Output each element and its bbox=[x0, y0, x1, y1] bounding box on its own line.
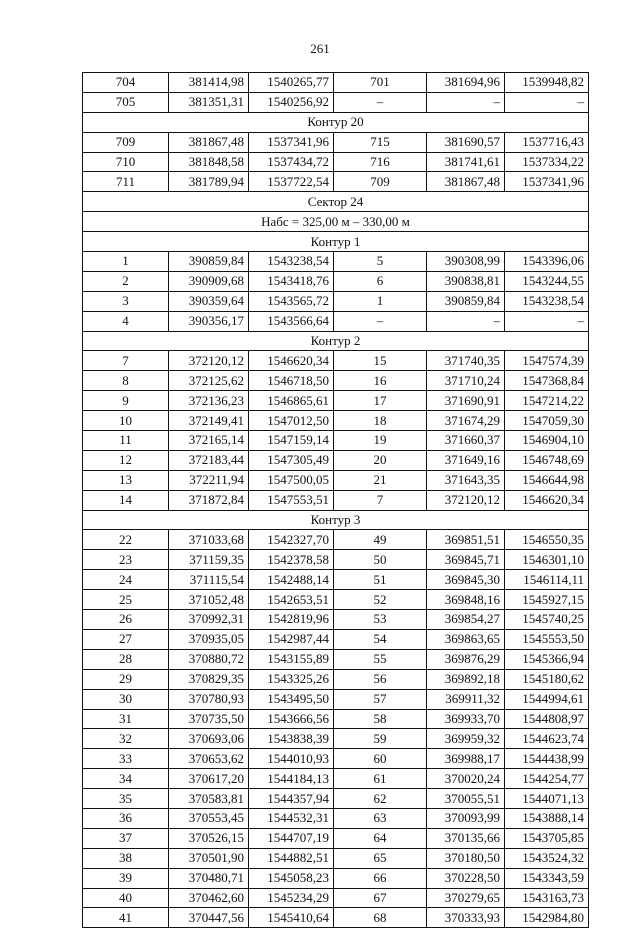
x-coordinate: 372136,23 bbox=[169, 391, 249, 411]
point-number: 28 bbox=[83, 649, 169, 669]
x-coordinate: 370992,31 bbox=[169, 610, 249, 630]
point-number: 59 bbox=[334, 729, 427, 749]
x-coordinate: 390838,81 bbox=[427, 271, 505, 291]
y-coordinate: 1537334,22 bbox=[505, 152, 589, 172]
y-coordinate: 1546865,61 bbox=[249, 391, 334, 411]
x-coordinate: 370501,90 bbox=[169, 848, 249, 868]
point-number: 14 bbox=[83, 490, 169, 510]
table-row bbox=[83, 132, 589, 152]
point-number: 11 bbox=[83, 431, 169, 451]
coordinates-table-body bbox=[83, 73, 589, 928]
x-coordinate: 371674,29 bbox=[427, 411, 505, 431]
x-coordinate: 370333,93 bbox=[427, 908, 505, 928]
point-number: 24 bbox=[83, 570, 169, 590]
x-coordinate: 381867,48 bbox=[427, 172, 505, 192]
point-number: 40 bbox=[83, 888, 169, 908]
point-number: 13 bbox=[83, 470, 169, 490]
point-number: 21 bbox=[334, 470, 427, 490]
point-number: 29 bbox=[83, 669, 169, 689]
x-coordinate: 370553,45 bbox=[169, 808, 249, 828]
x-coordinate: 369851,51 bbox=[427, 530, 505, 550]
x-coordinate: 371033,68 bbox=[169, 530, 249, 550]
table-row bbox=[83, 450, 589, 470]
y-coordinate: 1544994,61 bbox=[505, 689, 589, 709]
section-heading: Сектор 24 bbox=[83, 192, 589, 212]
y-coordinate: 1544254,77 bbox=[505, 769, 589, 789]
point-number: 10 bbox=[83, 411, 169, 431]
x-coordinate: 390859,84 bbox=[427, 291, 505, 311]
x-coordinate: 372165,14 bbox=[169, 431, 249, 451]
y-coordinate: 1545740,25 bbox=[505, 610, 589, 630]
x-coordinate: 371159,35 bbox=[169, 550, 249, 570]
point-number: 41 bbox=[83, 908, 169, 928]
point-number: 3 bbox=[83, 291, 169, 311]
y-coordinate: 1539948,82 bbox=[505, 73, 589, 93]
y-coordinate: 1540256,92 bbox=[249, 92, 334, 112]
y-coordinate: 1547553,51 bbox=[249, 490, 334, 510]
y-coordinate: 1547368,84 bbox=[505, 371, 589, 391]
y-coordinate: 1544532,31 bbox=[249, 808, 334, 828]
x-coordinate: 370780,93 bbox=[169, 689, 249, 709]
section-heading: Контур 20 bbox=[83, 112, 589, 132]
y-coordinate: 1544071,13 bbox=[505, 789, 589, 809]
y-coordinate: 1537716,43 bbox=[505, 132, 589, 152]
x-coordinate: 372125,62 bbox=[169, 371, 249, 391]
point-number: 23 bbox=[83, 550, 169, 570]
x-coordinate: 370020,24 bbox=[427, 769, 505, 789]
x-coordinate: 370055,51 bbox=[427, 789, 505, 809]
y-coordinate: 1543495,50 bbox=[249, 689, 334, 709]
point-number: 37 bbox=[83, 828, 169, 848]
y-coordinate: 1537434,72 bbox=[249, 152, 334, 172]
point-number: 715 bbox=[334, 132, 427, 152]
point-number: 19 bbox=[334, 431, 427, 451]
table-row bbox=[83, 291, 589, 311]
y-coordinate: 1544808,97 bbox=[505, 709, 589, 729]
point-number: 1 bbox=[83, 252, 169, 272]
y-coordinate: 1544438,99 bbox=[505, 749, 589, 769]
point-number: 27 bbox=[83, 629, 169, 649]
x-coordinate: 370135,66 bbox=[427, 828, 505, 848]
point-number: 15 bbox=[334, 351, 427, 371]
x-coordinate: 390909,68 bbox=[169, 271, 249, 291]
x-coordinate: 372149,41 bbox=[169, 411, 249, 431]
x-coordinate: 369892,18 bbox=[427, 669, 505, 689]
y-coordinate: 1545058,23 bbox=[249, 868, 334, 888]
y-coordinate: 1542819,96 bbox=[249, 610, 334, 630]
y-coordinate: 1543396,06 bbox=[505, 252, 589, 272]
y-coordinate: 1545180,62 bbox=[505, 669, 589, 689]
y-coordinate: 1547059,30 bbox=[505, 411, 589, 431]
y-coordinate: 1544623,74 bbox=[505, 729, 589, 749]
table-row bbox=[83, 828, 589, 848]
y-coordinate: 1546748,69 bbox=[505, 450, 589, 470]
y-coordinate: 1537722,54 bbox=[249, 172, 334, 192]
table-row bbox=[83, 73, 589, 93]
y-coordinate: 1546301,10 bbox=[505, 550, 589, 570]
point-number: 30 bbox=[83, 689, 169, 709]
y-coordinate: 1543524,32 bbox=[505, 848, 589, 868]
point-number: 2 bbox=[83, 271, 169, 291]
y-coordinate: 1547214,22 bbox=[505, 391, 589, 411]
table-row bbox=[83, 351, 589, 371]
table-row bbox=[83, 371, 589, 391]
y-coordinate: 1545553,50 bbox=[505, 629, 589, 649]
y-coordinate: 1546904,10 bbox=[505, 431, 589, 451]
x-coordinate: 369988,17 bbox=[427, 749, 505, 769]
y-coordinate: 1545410,64 bbox=[249, 908, 334, 928]
point-number: 8 bbox=[83, 371, 169, 391]
y-coordinate: 1545366,94 bbox=[505, 649, 589, 669]
x-coordinate: 381867,48 bbox=[169, 132, 249, 152]
point-number: 709 bbox=[334, 172, 427, 192]
table-row bbox=[83, 749, 589, 769]
y-coordinate: 1543238,54 bbox=[505, 291, 589, 311]
x-coordinate: 372120,12 bbox=[427, 490, 505, 510]
x-coordinate: 369845,71 bbox=[427, 550, 505, 570]
y-coordinate: 1542378,58 bbox=[249, 550, 334, 570]
y-coordinate: 1543343,59 bbox=[505, 868, 589, 888]
point-number: 68 bbox=[334, 908, 427, 928]
x-coordinate: 370653,62 bbox=[169, 749, 249, 769]
x-coordinate: 370180,50 bbox=[427, 848, 505, 868]
y-coordinate: 1547500,05 bbox=[249, 470, 334, 490]
x-coordinate: 381690,57 bbox=[427, 132, 505, 152]
point-number: 35 bbox=[83, 789, 169, 809]
point-number: 710 bbox=[83, 152, 169, 172]
point-number: 51 bbox=[334, 570, 427, 590]
point-number: 49 bbox=[334, 530, 427, 550]
point-number: 25 bbox=[83, 590, 169, 610]
table-row bbox=[83, 789, 589, 809]
section-row bbox=[83, 232, 589, 252]
point-number: 704 bbox=[83, 73, 169, 93]
x-coordinate: 372120,12 bbox=[169, 351, 249, 371]
point-number: 709 bbox=[83, 132, 169, 152]
y-coordinate: – bbox=[505, 311, 589, 331]
x-coordinate: 370526,15 bbox=[169, 828, 249, 848]
y-coordinate: 1547159,14 bbox=[249, 431, 334, 451]
section-heading: Контур 3 bbox=[83, 510, 589, 530]
x-coordinate: 390359,64 bbox=[169, 291, 249, 311]
table-row bbox=[83, 808, 589, 828]
y-coordinate: 1544357,94 bbox=[249, 789, 334, 809]
point-number: 7 bbox=[334, 490, 427, 510]
x-coordinate: 372211,94 bbox=[169, 470, 249, 490]
table-row bbox=[83, 311, 589, 331]
y-coordinate: 1542653,51 bbox=[249, 590, 334, 610]
y-coordinate: 1546718,50 bbox=[249, 371, 334, 391]
table-row bbox=[83, 391, 589, 411]
y-coordinate: 1546550,35 bbox=[505, 530, 589, 550]
y-coordinate: 1543155,89 bbox=[249, 649, 334, 669]
y-coordinate: 1544882,51 bbox=[249, 848, 334, 868]
table-row bbox=[83, 629, 589, 649]
x-coordinate: 381351,31 bbox=[169, 92, 249, 112]
table-row bbox=[83, 868, 589, 888]
point-number: 52 bbox=[334, 590, 427, 610]
point-number: 34 bbox=[83, 769, 169, 789]
x-coordinate: 381789,94 bbox=[169, 172, 249, 192]
y-coordinate: 1546620,34 bbox=[249, 351, 334, 371]
table-row bbox=[83, 729, 589, 749]
table-row bbox=[83, 689, 589, 709]
y-coordinate: 1537341,96 bbox=[505, 172, 589, 192]
section-row bbox=[83, 112, 589, 132]
x-coordinate: 370228,50 bbox=[427, 868, 505, 888]
y-coordinate: 1543838,39 bbox=[249, 729, 334, 749]
x-coordinate: – bbox=[427, 311, 505, 331]
table-row bbox=[83, 152, 589, 172]
y-coordinate: 1543666,56 bbox=[249, 709, 334, 729]
x-coordinate: 369911,32 bbox=[427, 689, 505, 709]
x-coordinate: 370462,60 bbox=[169, 888, 249, 908]
y-coordinate: 1542987,44 bbox=[249, 629, 334, 649]
point-number: 36 bbox=[83, 808, 169, 828]
y-coordinate: 1546620,34 bbox=[505, 490, 589, 510]
y-coordinate: 1543163,73 bbox=[505, 888, 589, 908]
x-coordinate: 369959,32 bbox=[427, 729, 505, 749]
table-row bbox=[83, 92, 589, 112]
point-number: 63 bbox=[334, 808, 427, 828]
point-number: – bbox=[334, 92, 427, 112]
y-coordinate: – bbox=[505, 92, 589, 112]
y-coordinate: 1544184,13 bbox=[249, 769, 334, 789]
table-row bbox=[83, 550, 589, 570]
x-coordinate: 369854,27 bbox=[427, 610, 505, 630]
x-coordinate: 371710,24 bbox=[427, 371, 505, 391]
x-coordinate: 371740,35 bbox=[427, 351, 505, 371]
point-number: 50 bbox=[334, 550, 427, 570]
table-row bbox=[83, 649, 589, 669]
point-number: 1 bbox=[334, 291, 427, 311]
point-number: 716 bbox=[334, 152, 427, 172]
point-number: 701 bbox=[334, 73, 427, 93]
y-coordinate: 1547574,39 bbox=[505, 351, 589, 371]
y-coordinate: 1546644,98 bbox=[505, 470, 589, 490]
x-coordinate: 370279,65 bbox=[427, 888, 505, 908]
x-coordinate: 381741,61 bbox=[427, 152, 505, 172]
y-coordinate: 1543244,55 bbox=[505, 271, 589, 291]
point-number: 20 bbox=[334, 450, 427, 470]
table-row bbox=[83, 570, 589, 590]
y-coordinate: 1543418,76 bbox=[249, 271, 334, 291]
y-coordinate: 1543888,14 bbox=[505, 808, 589, 828]
y-coordinate: 1542984,80 bbox=[505, 908, 589, 928]
x-coordinate: 371660,37 bbox=[427, 431, 505, 451]
table-row bbox=[83, 769, 589, 789]
point-number: 26 bbox=[83, 610, 169, 630]
point-number: 16 bbox=[334, 371, 427, 391]
table-row bbox=[83, 590, 589, 610]
point-number: 64 bbox=[334, 828, 427, 848]
point-number: 22 bbox=[83, 530, 169, 550]
table-row bbox=[83, 908, 589, 928]
table-row bbox=[83, 470, 589, 490]
x-coordinate: 371872,84 bbox=[169, 490, 249, 510]
x-coordinate: 370480,71 bbox=[169, 868, 249, 888]
x-coordinate: 370935,05 bbox=[169, 629, 249, 649]
coordinates-table bbox=[82, 72, 589, 928]
table-row bbox=[83, 172, 589, 192]
section-heading: Контур 1 bbox=[83, 232, 589, 252]
x-coordinate: 381848,58 bbox=[169, 152, 249, 172]
table-row bbox=[83, 490, 589, 510]
point-number: 53 bbox=[334, 610, 427, 630]
point-number: 57 bbox=[334, 689, 427, 709]
y-coordinate: 1537341,96 bbox=[249, 132, 334, 152]
x-coordinate: 370693,06 bbox=[169, 729, 249, 749]
y-coordinate: 1547012,50 bbox=[249, 411, 334, 431]
y-coordinate: 1546114,11 bbox=[505, 570, 589, 590]
x-coordinate: 381414,98 bbox=[169, 73, 249, 93]
point-number: 65 bbox=[334, 848, 427, 868]
point-number: 61 bbox=[334, 769, 427, 789]
y-coordinate: 1543565,72 bbox=[249, 291, 334, 311]
section-row bbox=[83, 510, 589, 530]
x-coordinate: 370829,35 bbox=[169, 669, 249, 689]
x-coordinate: 372183,44 bbox=[169, 450, 249, 470]
point-number: 67 bbox=[334, 888, 427, 908]
point-number: 60 bbox=[334, 749, 427, 769]
y-coordinate: 1545927,15 bbox=[505, 590, 589, 610]
point-number: 7 bbox=[83, 351, 169, 371]
x-coordinate: 371649,16 bbox=[427, 450, 505, 470]
point-number: 33 bbox=[83, 749, 169, 769]
point-number: 54 bbox=[334, 629, 427, 649]
table-row bbox=[83, 530, 589, 550]
point-number: 711 bbox=[83, 172, 169, 192]
y-coordinate: 1547305,49 bbox=[249, 450, 334, 470]
y-coordinate: 1543325,26 bbox=[249, 669, 334, 689]
y-coordinate: 1542488,14 bbox=[249, 570, 334, 590]
y-coordinate: 1542327,70 bbox=[249, 530, 334, 550]
section-heading: Набс = 325,00 м – 330,00 м bbox=[83, 212, 589, 232]
point-number: 32 bbox=[83, 729, 169, 749]
x-coordinate: 371052,48 bbox=[169, 590, 249, 610]
x-coordinate: 369848,16 bbox=[427, 590, 505, 610]
point-number: 38 bbox=[83, 848, 169, 868]
point-number: 39 bbox=[83, 868, 169, 888]
y-coordinate: 1545234,29 bbox=[249, 888, 334, 908]
x-coordinate: 371115,54 bbox=[169, 570, 249, 590]
section-row bbox=[83, 192, 589, 212]
table-row bbox=[83, 888, 589, 908]
point-number: 18 bbox=[334, 411, 427, 431]
x-coordinate: 369863,65 bbox=[427, 629, 505, 649]
x-coordinate: 370093,99 bbox=[427, 808, 505, 828]
point-number: – bbox=[334, 311, 427, 331]
point-number: 12 bbox=[83, 450, 169, 470]
x-coordinate: 369845,30 bbox=[427, 570, 505, 590]
y-coordinate: 1543705,85 bbox=[505, 828, 589, 848]
point-number: 66 bbox=[334, 868, 427, 888]
section-row bbox=[83, 212, 589, 232]
y-coordinate: 1543566,64 bbox=[249, 311, 334, 331]
point-number: 705 bbox=[83, 92, 169, 112]
x-coordinate: 371643,35 bbox=[427, 470, 505, 490]
x-coordinate: 390308,99 bbox=[427, 252, 505, 272]
x-coordinate: 370880,72 bbox=[169, 649, 249, 669]
point-number: 17 bbox=[334, 391, 427, 411]
table-row bbox=[83, 271, 589, 291]
x-coordinate: 390859,84 bbox=[169, 252, 249, 272]
x-coordinate: 369876,29 bbox=[427, 649, 505, 669]
x-coordinate: 390356,17 bbox=[169, 311, 249, 331]
y-coordinate: 1544707,19 bbox=[249, 828, 334, 848]
table-row bbox=[83, 709, 589, 729]
point-number: 31 bbox=[83, 709, 169, 729]
x-coordinate: 381694,96 bbox=[427, 73, 505, 93]
section-heading: Контур 2 bbox=[83, 331, 589, 351]
point-number: 56 bbox=[334, 669, 427, 689]
table-row bbox=[83, 669, 589, 689]
x-coordinate: 370735,50 bbox=[169, 709, 249, 729]
point-number: 9 bbox=[83, 391, 169, 411]
x-coordinate: – bbox=[427, 92, 505, 112]
table-row bbox=[83, 252, 589, 272]
x-coordinate: 370583,81 bbox=[169, 789, 249, 809]
x-coordinate: 371690,91 bbox=[427, 391, 505, 411]
point-number: 5 bbox=[334, 252, 427, 272]
x-coordinate: 370447,56 bbox=[169, 908, 249, 928]
point-number: 4 bbox=[83, 311, 169, 331]
table-row bbox=[83, 848, 589, 868]
point-number: 6 bbox=[334, 271, 427, 291]
y-coordinate: 1543238,54 bbox=[249, 252, 334, 272]
y-coordinate: 1544010,93 bbox=[249, 749, 334, 769]
point-number: 55 bbox=[334, 649, 427, 669]
table-row bbox=[83, 610, 589, 630]
page-number: 261 bbox=[310, 41, 330, 56]
point-number: 58 bbox=[334, 709, 427, 729]
x-coordinate: 370617,20 bbox=[169, 769, 249, 789]
table-row bbox=[83, 431, 589, 451]
table-row bbox=[83, 411, 589, 431]
point-number: 62 bbox=[334, 789, 427, 809]
y-coordinate: 1540265,77 bbox=[249, 73, 334, 93]
x-coordinate: 369933,70 bbox=[427, 709, 505, 729]
section-row bbox=[83, 331, 589, 351]
